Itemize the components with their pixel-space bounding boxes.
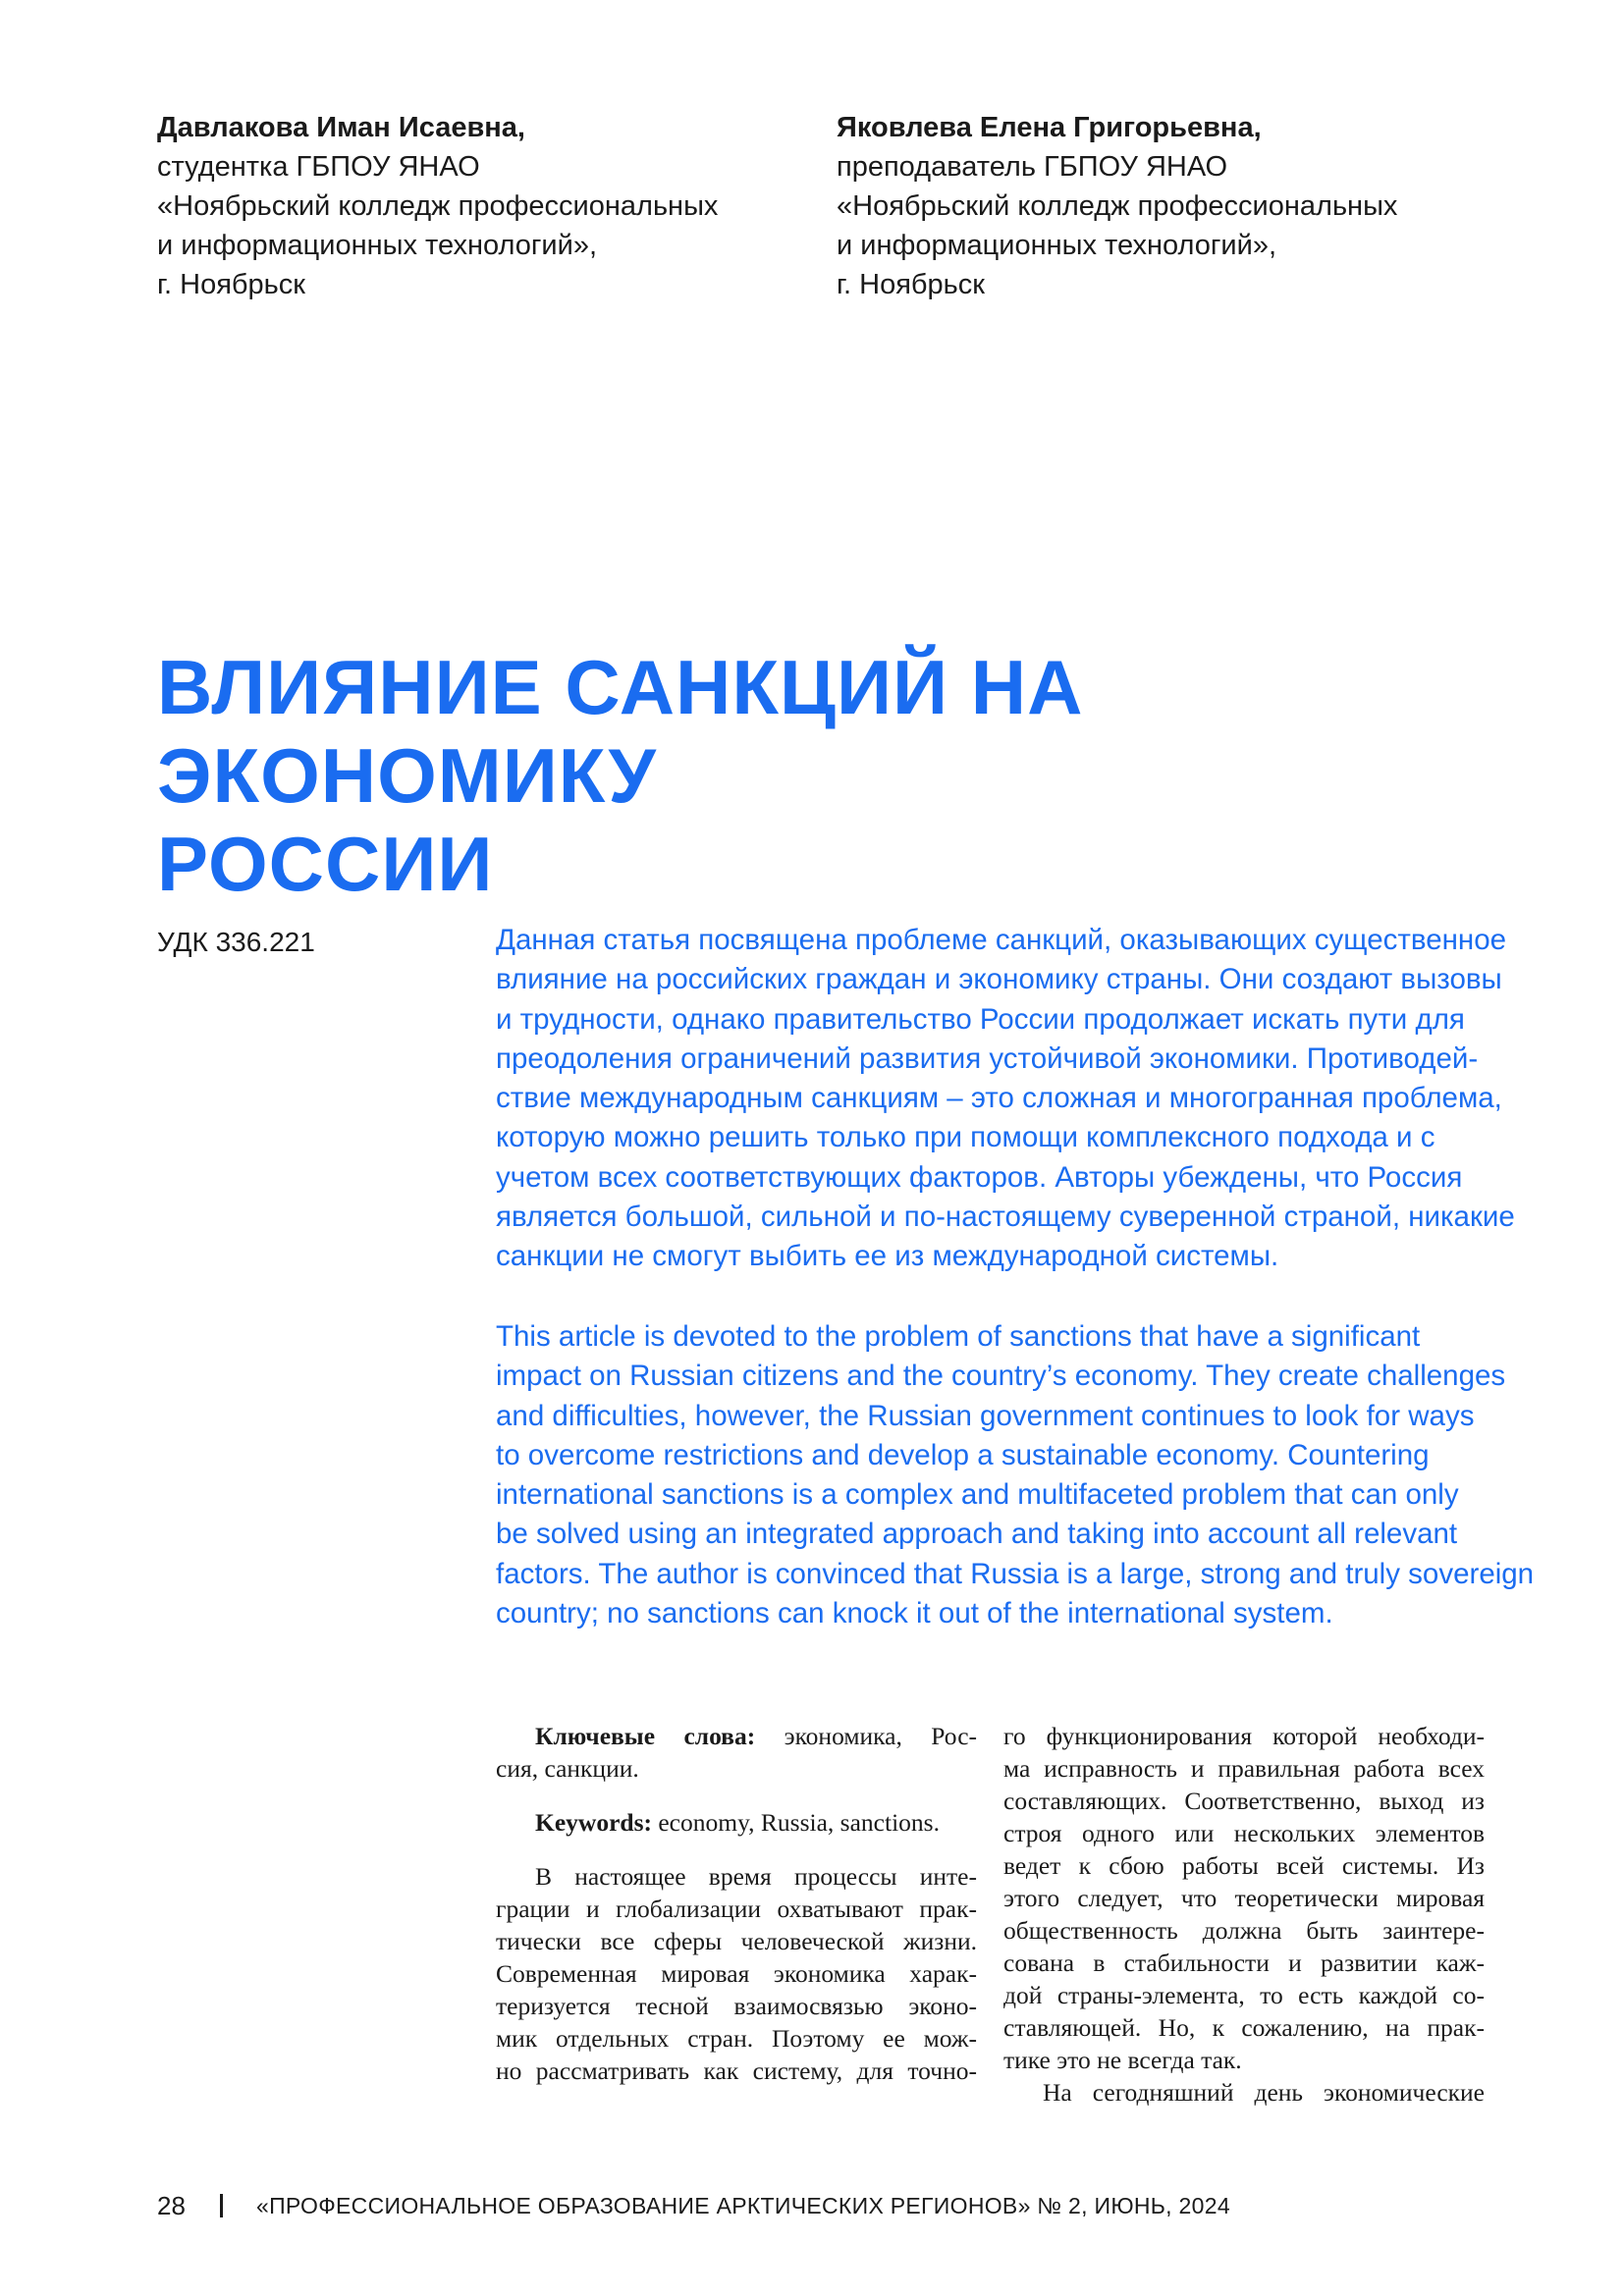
body-column-left bbox=[496, 1720, 977, 2087]
author-org-line: и информационных технологий», bbox=[157, 230, 598, 261]
body-line: го функционирования которой необходи- bbox=[1003, 1722, 1485, 1750]
abstract-line: влияние на российских граждан и экономику страны. Они создают вызовы bbox=[496, 963, 1502, 996]
abstract-line: to overcome restrictions and develop a sustainable economy. Countering bbox=[496, 1438, 1430, 1471]
body-line: На сегодняшний день экономические bbox=[1043, 2078, 1485, 2107]
abstract-line: factors. The author is convinced that Russia is a large, strong and truly sovereign bbox=[496, 1557, 1535, 1590]
author-city: г. Ноябрьск bbox=[837, 269, 985, 300]
author-name: Яковлева Елена Григорьевна, bbox=[837, 112, 1262, 143]
body-line: но рассматривать как систему, для точно- bbox=[496, 2056, 977, 2085]
keywords-ru-text: экономика, Рос- bbox=[784, 1722, 977, 1750]
abstract-line: является большой, сильной и по-настоящему суверенной страной, никакие bbox=[496, 1201, 1515, 1234]
udk-code: УДК 336.221 bbox=[157, 927, 315, 957]
abstract-line: которую можно решить только при помощи комплексного подхода и с bbox=[496, 1121, 1435, 1154]
journal-title: «ПРОФЕССИОНАЛЬНОЕ ОБРАЗОВАНИЕ АРКТИЧЕСКИХ РЕГИОНОВ» № 2, ИЮНЬ, 2024 bbox=[256, 2193, 1230, 2218]
body-line: Современная мировая экономика харак- bbox=[496, 1959, 977, 1988]
article-title bbox=[157, 643, 1512, 908]
author-block-2 bbox=[837, 108, 1465, 304]
body-line: тике это не всегда так. bbox=[1003, 2046, 1242, 2074]
abstract-ru bbox=[496, 921, 1515, 1277]
abstract-line: and difficulties, however, the Russian government continues to look for ways bbox=[496, 1399, 1475, 1432]
keywords-ru-continued: сия, санкции. bbox=[496, 1754, 639, 1783]
abstract-line: преодоления ограничений развития устойчивой экономики. Противодей- bbox=[496, 1041, 1479, 1075]
keywords-en-text: economy, Russia, sanctions. bbox=[658, 1808, 940, 1837]
body-line: строя одного или нескольких элементов bbox=[1003, 1819, 1485, 1847]
author-org-line: «Ноябрьский колледж профессиональных bbox=[837, 190, 1398, 222]
abstract-line: This article is devoted to the problem of sanctions that have a significant bbox=[496, 1320, 1421, 1353]
body-line: ма исправность и правильная работа всех bbox=[1003, 1754, 1485, 1783]
footer-divider bbox=[220, 2194, 223, 2217]
keywords-en bbox=[496, 1806, 977, 1839]
body-line: дой страны-элемента, то есть каждой со- bbox=[1003, 1981, 1485, 2009]
keywords-ru bbox=[496, 1720, 977, 1752]
author-org-line: «Ноябрьский колледж профессиональных bbox=[157, 190, 719, 222]
abstract-line: санкции не смогут выбить ее из международной системы. bbox=[496, 1240, 1279, 1273]
body-line: ведет к сбою работы всей системы. Из bbox=[1003, 1851, 1485, 1880]
body-line: В настоящее время процессы инте- bbox=[535, 1862, 977, 1891]
author-name: Давлакова Иман Исаевна, bbox=[157, 112, 525, 143]
abstract-en bbox=[496, 1317, 1535, 1633]
abstract-line: ствие международным санкциям – это сложная и многогранная проблема, bbox=[496, 1082, 1502, 1115]
body-line: сована в стабильности и развитии каж- bbox=[1003, 1949, 1485, 1977]
abstract-line: country; no sanctions can knock it out of the international system. bbox=[496, 1597, 1333, 1630]
abstract-line: be solved using an integrated approach and taking into account all relevant bbox=[496, 1518, 1458, 1551]
page-footer bbox=[157, 2191, 1230, 2220]
abstract-line: и трудности, однако правительство России продолжает искать пути для bbox=[496, 1002, 1465, 1036]
title-line: РОССИИ bbox=[157, 821, 494, 907]
body-line: общественность должна быть заинтере- bbox=[1003, 1916, 1485, 1945]
page-number: 28 bbox=[157, 2191, 186, 2220]
abstract-line: international sanctions is a complex and multifaceted problem that can only bbox=[496, 1478, 1459, 1512]
author-block-1 bbox=[157, 108, 766, 304]
keywords-en-label: Keywords: bbox=[535, 1808, 652, 1837]
body-line: составляющих. Соответственно, выход из bbox=[1003, 1787, 1485, 1815]
author-position: студентка ГБПОУ ЯНАО bbox=[157, 151, 480, 183]
body-line: этого следует, что теоретически мировая bbox=[1003, 1884, 1485, 1912]
author-city: г. Ноябрьск bbox=[157, 269, 305, 300]
body-column-right bbox=[1003, 1720, 1485, 2109]
abstract-line: учетом всех соответствующих факторов. Авторы убеждены, что Россия bbox=[496, 1160, 1463, 1194]
body-line: мик отдельных стран. Поэтому ее мож- bbox=[496, 2024, 977, 2053]
author-org-line: и информационных технологий», bbox=[837, 230, 1277, 261]
abstract-line: impact on Russian citizens and the country’s economy. They create challenges bbox=[496, 1360, 1506, 1393]
keywords-ru-label: Ключевые слова: bbox=[535, 1722, 756, 1750]
body-line: тически все сферы человеческой жизни. bbox=[496, 1927, 977, 1955]
title-line: ВЛИЯНИЕ САНКЦИЙ НА ЭКОНОМИКУ bbox=[157, 644, 1084, 819]
author-position: преподаватель ГБПОУ ЯНАО bbox=[837, 151, 1228, 183]
body-line: ставляющей. Но, к сожалению, на прак- bbox=[1003, 2013, 1485, 2042]
body-line: теризуется тесной взаимосвязью эконо- bbox=[496, 1992, 977, 2020]
abstract-line: Данная статья посвящена проблеме санкций, оказывающих существенное bbox=[496, 924, 1507, 956]
body-line: грации и глобализации охватывают прак- bbox=[496, 1895, 977, 1923]
